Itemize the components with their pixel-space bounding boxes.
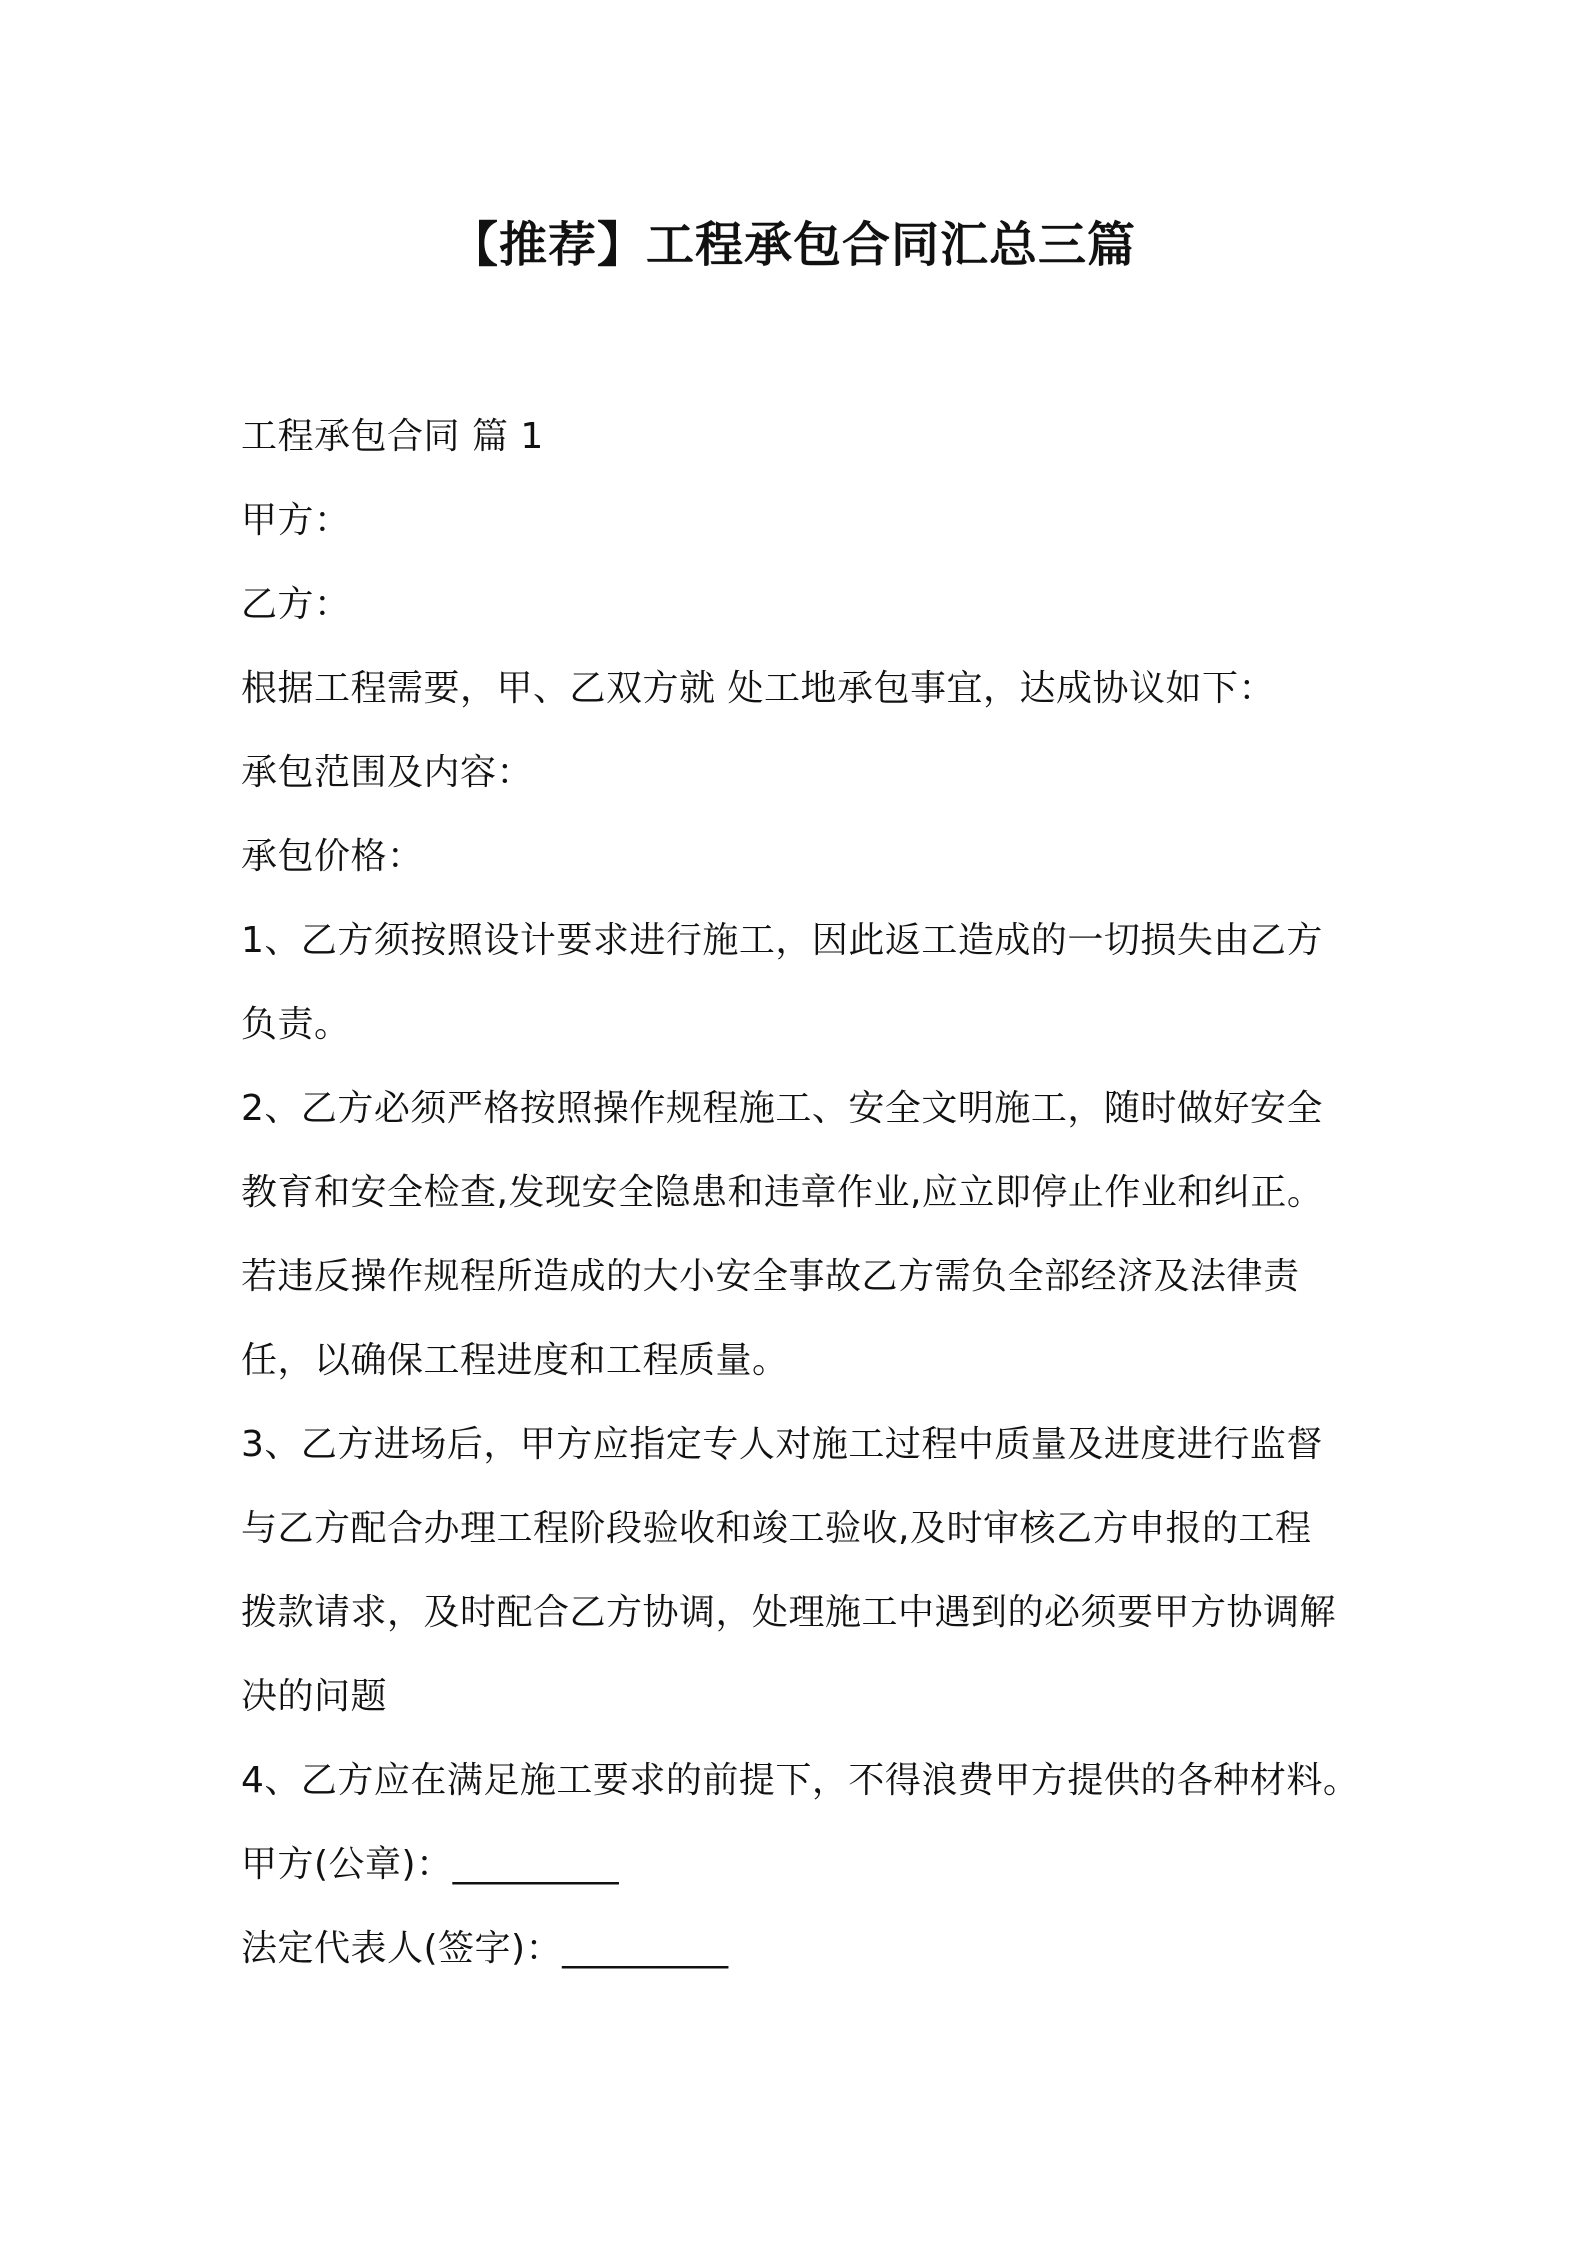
- party-b-line: 乙方：: [241, 584, 351, 625]
- clause-3-line-2: 与乙方配合办理工程阶段验收和竣工验收,及时审核乙方申报的工程: [241, 1508, 1312, 1549]
- party-a-seal-line: 甲方(公章)：_________: [241, 1844, 620, 1885]
- agreement-intro: 根据工程需要，甲、乙双方就 处工地承包事宜，达成协议如下：: [241, 668, 1275, 709]
- section-heading: 工程承包合同 篇 1: [241, 416, 544, 457]
- clause-2-line-4: 任，以确保工程进度和工程质量。: [241, 1340, 789, 1381]
- price-line: 承包价格：: [241, 836, 424, 877]
- clause-2-line-2: 教育和安全检查,发现安全隐患和违章作业,应立即停止作业和纠正。: [241, 1172, 1324, 1213]
- document-body: [241, 395, 1381, 1991]
- clause-3-line-3: 拨款请求，及时配合乙方协调，处理施工中遇到的必须要甲方协调解: [241, 1592, 1337, 1633]
- legal-representative-line: 法定代表人(签字)：_________: [241, 1928, 729, 1969]
- clause-3-line-1: 3、乙方进场后，甲方应指定专人对施工过程中质量及进度进行监督: [241, 1424, 1323, 1465]
- clause-2-line-1: 2、乙方必须严格按照操作规程施工、安全文明施工，随时做好安全: [241, 1088, 1323, 1129]
- clause-1-line-2: 负责。: [241, 1004, 351, 1045]
- clause-2-line-3: 若违反操作规程所造成的大小安全事故乙方需负全部经济及法律责: [241, 1256, 1300, 1297]
- clause-4-line-1: 4、乙方应在满足施工要求的前提下，不得浪费甲方提供的各种材料。: [241, 1760, 1360, 1801]
- scope-line: 承包范围及内容：: [241, 752, 534, 793]
- clause-1-line-1: 1、乙方须按照设计要求进行施工，因此返工造成的一切损失由乙方: [241, 920, 1323, 961]
- party-a-line: 甲方：: [241, 500, 351, 541]
- document-title: 【推荐】工程承包合同汇总三篇: [449, 217, 1136, 273]
- clause-3-line-4: 决的问题: [241, 1676, 388, 1717]
